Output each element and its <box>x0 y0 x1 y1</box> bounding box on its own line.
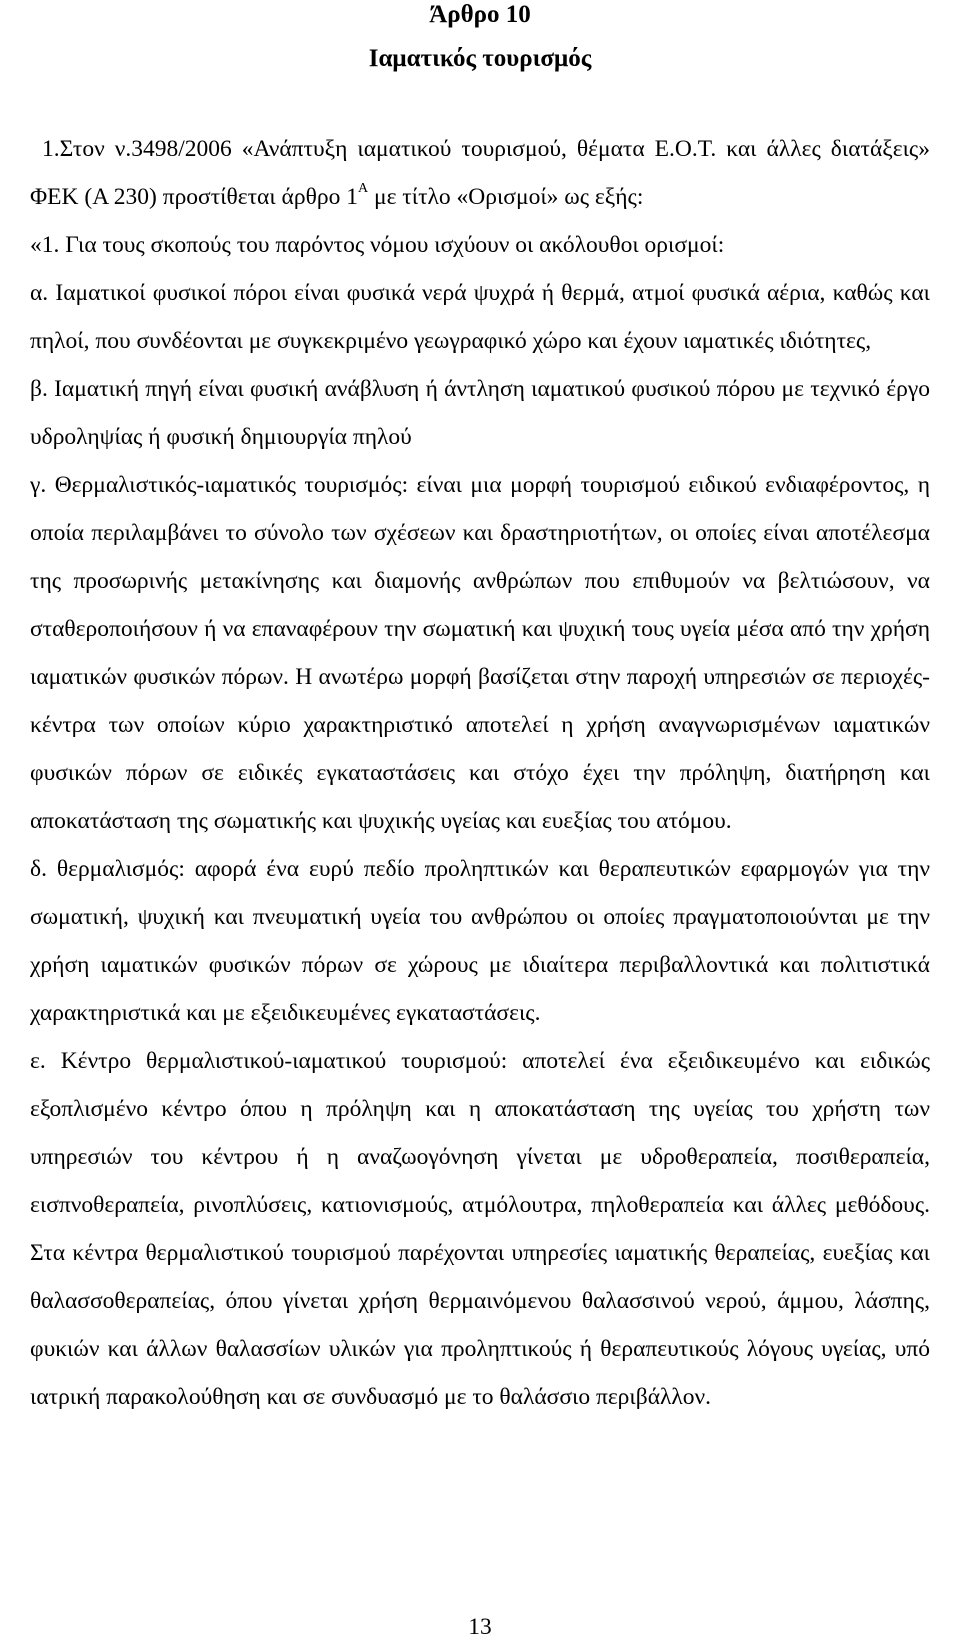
page-number: 13 <box>468 1614 492 1640</box>
intro-paragraph <box>30 125 930 221</box>
article-body <box>30 125 930 1421</box>
definition-beta: β. Ιαματική πηγή είναι φυσική ανάβλυση ή άντληση ιαματικού φυσικού πόρου με τεχνικό έργο υδροληψίας ή φυσική δημιουργία πηλού <box>30 376 930 450</box>
definition-gamma: γ. Θερμαλιστικός-ιαματικός τουρισμός: είναι μια μορφή τουρισμού ειδικού ενδιαφέροντος, η οποία περιλαμβάνει το σύνολο των σχέσεων και δραστηριοτήτων, οι οποίες είναι αποτέλεσμα της προσωρινής μετακίνησης και διαμονής ανθρώπων που επιθυμούν να βελτιώσουν, να σταθεροποιήσουν ή να επαναφέρουν την σωματική και ψυχική τους υγεία μέσα από την χρήση ιαματικών φυσικών πόρων. Η ανωτέρω μορφή βασίζεται στην παροχή υπηρεσιών σε περιοχές- κέντρα των οποίων κύριο χαρακτηριστικό αποτελεί η χρήση αναγνωρισμένων ιαματικών φυσικών πόρων σε ειδικές εγκαταστάσεις και στόχο έχει την πρόληψη, διατήρηση και αποκατάσταση της σωματικής και ψυχικής υγείας και ευεξίας του ατόμου. <box>30 472 930 834</box>
article-heading: Άρθρο 10 <box>429 1 531 28</box>
article-title: Ιαματικός τουρισμός <box>368 45 592 72</box>
intro-superscript: Α <box>357 181 369 196</box>
definition-alpha: α. Ιαματικοί φυσικοί πόροι είναι φυσικά νερά ψυχρά ή θερμά, ατμοί φυσικά αέρια, καθώς και πηλοί, που συνδέονται με συγκεκριμένο γεωγραφικό χώρο και έχουν ιαματικές ιδιότητες, <box>30 280 930 354</box>
definitions-intro: «1. Για τους σκοπούς του παρόντος νόμου ισχύουν οι ακόλουθοι ορισμοί: <box>30 232 725 258</box>
definition-delta: δ. θερμαλισμός: αφορά ένα ευρύ πεδίο προληπτικών και θεραπευτικών εφαρμογών για την σωματική, ψυχική και πνευματική υγεία του ανθρώπου οι οποίες πραγματοποιούνται με την χρήση ιαματικών φυσικών πόρων σε χώρους με ιδιαίτερα περιβαλλοντικά και πολιτιστικά χαρακτηριστικά και με εξειδικευμένες εγκαταστάσεις. <box>30 856 930 1026</box>
intro-text: 1.Στον ν.3498/2006 «Ανάπτυξη ιαματικού τουρισμού, θέματα Ε.Ο.Τ. και άλλες διατάξεις» ΦΕΚ (Α 230) προστίθεται άρθρο 1 <box>30 136 930 210</box>
definition-epsilon: ε. Κέντρο θερμαλιστικού-ιαματικού τουρισμού: αποτελεί ένα εξειδικευμένο και ειδικώς εξοπλισμένο κέντρο όπου η πρόληψη και η αποκατάσταση της υγείας του χρήστη των υπηρεσιών του κέντρου ή η αναζωογόνηση γίνεται με υδροθεραπεία, ποσιθεραπεία, εισπνοθεραπεία, ρινοπλύσεις, κατιονισμούς, ατμόλουτρα, πηλοθεραπεία και άλλες μεθόδους. Στα κέντρα θερμαλιστικού τουρισμού παρέχονται υπηρεσίες ιαματικής θεραπείας, ευεξίας και θαλασσοθεραπείας, όπου γίνεται χρήση θερμαινόμενου θαλασσινού νερού, άμμου, λάσπης, φυκιών και άλλων θαλασσίων υλικών για προληπτικούς ή θεραπευτικούς λόγους υγείας, υπό ιατρική παρακολούθηση και σε συνδυασμό με το θαλάσσιο περιβάλλον. <box>30 1048 930 1410</box>
intro-text-end: με τίτλο «Ορισμοί» ως εξής: <box>368 184 644 210</box>
